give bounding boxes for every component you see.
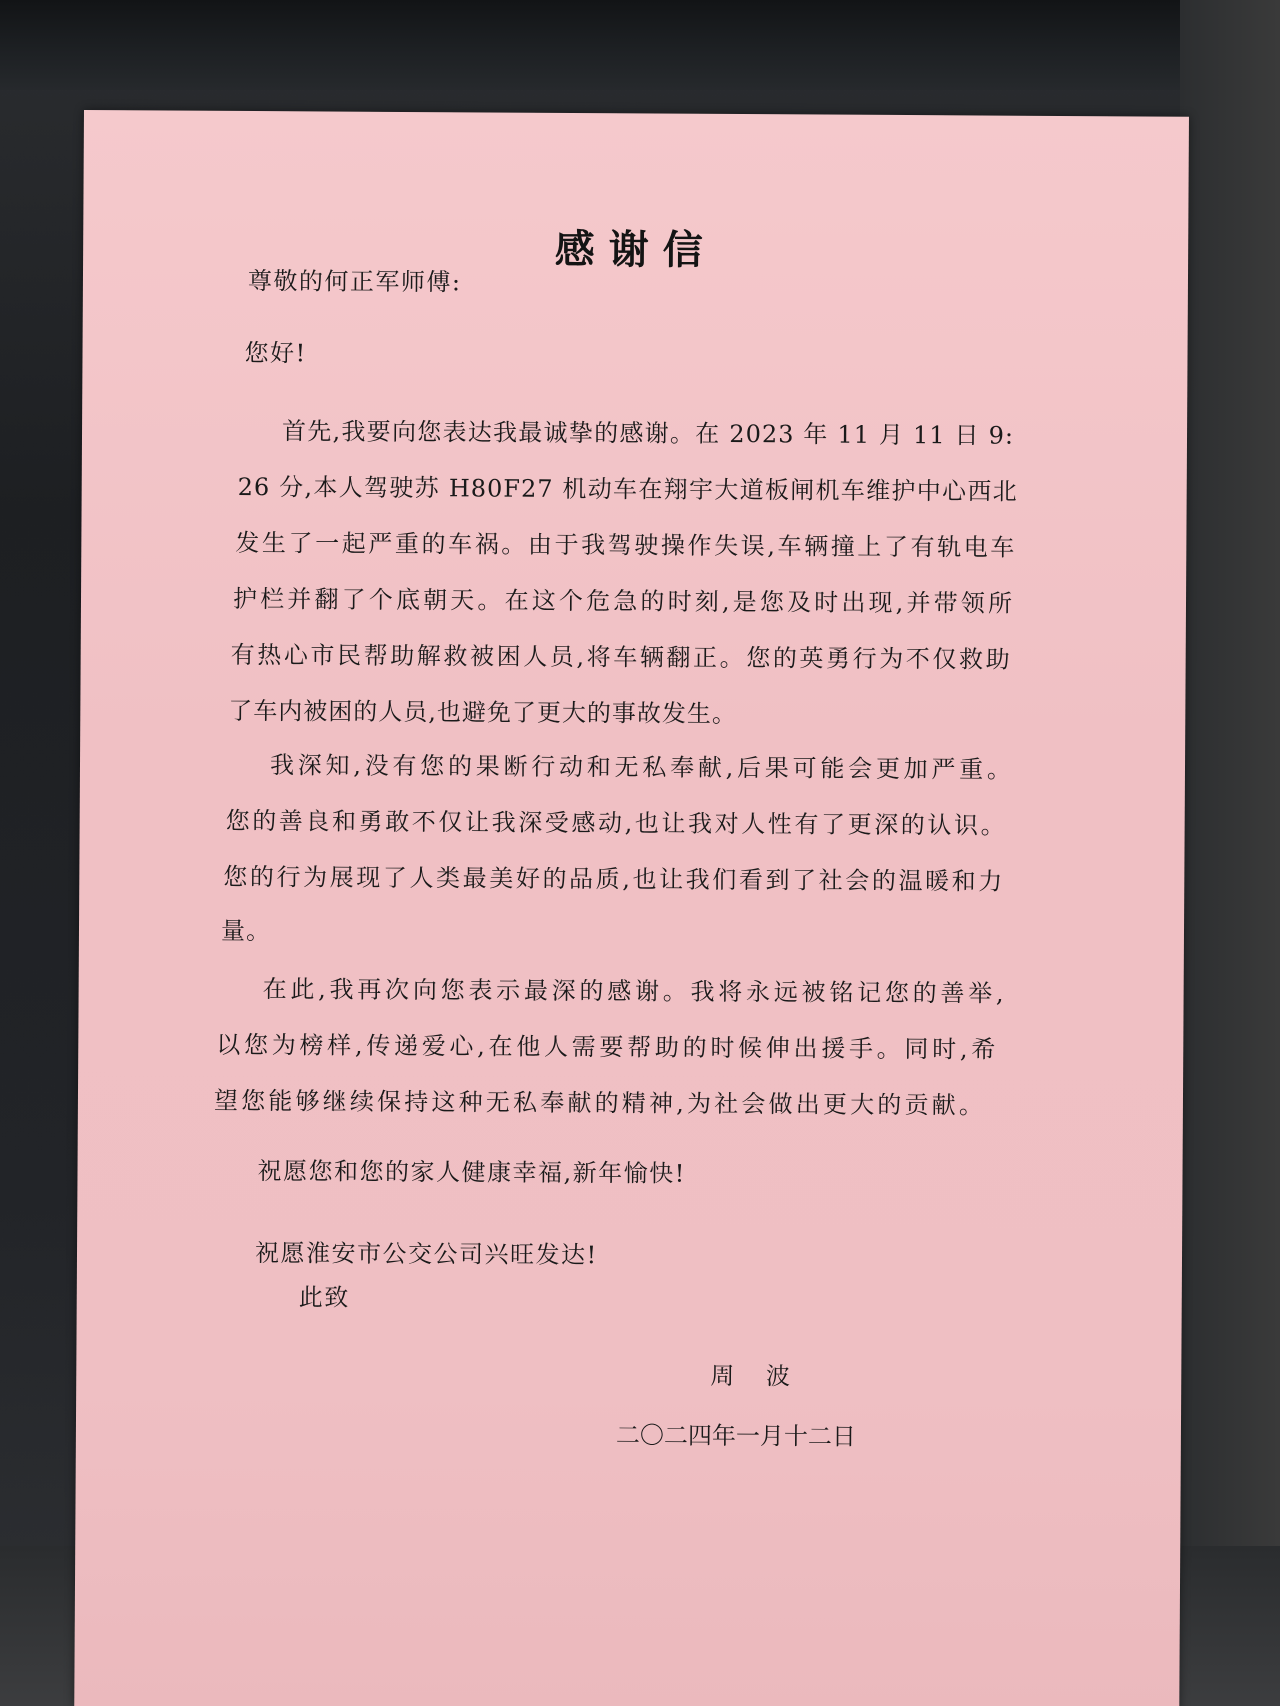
paragraph3-line: 在此,我再次向您表示最深的感谢。我将永远被铭记您的善举, [262,975,1005,1008]
paragraph1-line: 有热心市民帮助解救被困人员,将车辆翻正。您的英勇行为不仅救助 [230,640,1011,674]
paragraph2-line: 您的行为展现了人类最美好的品质,也让我们看到了社会的温暖和力 [223,862,1004,896]
paragraph2-line: 量。 [220,916,272,946]
letter-wish-company: 祝愿淮安市公交公司兴旺发达! [254,1239,598,1270]
paragraph1-line: 护栏并翻了个底朝天。在这个危急的时刻,是您及时出现,并带领所 [232,584,1014,618]
desk-background-top [0,0,1280,90]
paragraph1-line: 发生了一起严重的车祸。由于我驾驶操作失误,车辆撞上了有轨电车 [235,528,1016,562]
paragraph2-line: 您的善良和勇敢不仅让我深受感动,也让我对人性有了更深的认识。 [225,806,1006,840]
letter-greeting: 您好! [244,338,307,368]
paragraph1-line: 26 分,本人驾驶苏 H80F27 机动车在翔宇大道板闸机车维护中心西北 [237,472,1018,506]
paragraph3-line: 以您为榜样,传递爱心,在他人需要帮助的时候伸出援手。同时,希 [216,1030,997,1064]
letter-title: 感谢信 [554,226,717,274]
letter-salutation: 尊敬的何正军师傅: [247,267,462,297]
letter-signature: 周 波 [710,1361,803,1391]
letter-date: 二〇二四年一月十二日 [615,1421,856,1451]
letter-paper [74,110,1189,1706]
paragraph3-line: 望您能够继续保持这种无私奉献的精神,为社会做出更大的贡献。 [213,1086,985,1120]
paragraph2-line: 我深知,没有您的果断行动和无私奉献,后果可能会更加严重。 [269,751,1013,784]
letter-wish-family: 祝愿您和您的家人健康幸福,新年愉快! [257,1157,686,1188]
letter-closing: 此致 [298,1283,350,1312]
paragraph1-line: 了车内被困的人员,也避免了更大的事故发生。 [228,696,738,728]
paragraph1-line: 首先,我要向您表达我最诚挚的感谢。在 2023 年 11 月 11 日 9: [281,417,1015,450]
desk-background-right [1180,0,1280,1706]
